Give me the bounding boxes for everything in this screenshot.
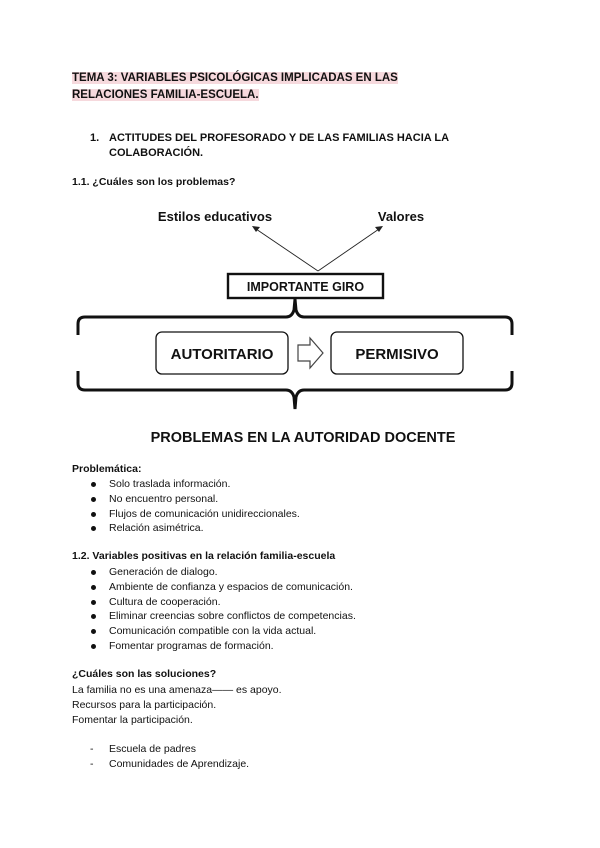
section-1-heading	[90, 131, 479, 161]
soluciones-line: La familia no es una amenaza—— es apoyo.	[72, 684, 282, 696]
list-item: Cultura de cooperación.	[90, 595, 356, 610]
soluciones-heading: ¿Cuáles son las soluciones?	[72, 668, 217, 680]
list-item: Flujos de comunicación unidireccionales.	[90, 507, 300, 522]
list-item: Ambiente de confianza y espacios de comunicación.	[90, 580, 356, 595]
list-item: Eliminar creencias sobre conflictos de competencias.	[90, 609, 356, 624]
list-item: - Comunidades de Aprendizaje.	[90, 757, 249, 772]
soluciones-line: Recursos para la participación.	[72, 699, 217, 711]
list-item: Relación asimétrica.	[90, 521, 300, 536]
subsection-1-2-heading: 1.2. Variables positivas en la relación familia-escuela	[72, 550, 336, 562]
transition-arrow-icon	[298, 338, 323, 368]
list-item: Fomentar programas de formación.	[90, 639, 356, 654]
soluciones-line: Fomentar la participación.	[72, 714, 193, 726]
problematica-list	[90, 477, 300, 536]
diagram-caption: PROBLEMAS EN LA AUTORIDAD DOCENTE	[150, 430, 456, 446]
list-item: No encuentro personal.	[90, 492, 300, 507]
autoritario-text: AUTORITARIO	[170, 346, 274, 363]
important-giro-text: IMPORTANTE GIRO	[246, 280, 365, 294]
permisivo-text: PERMISIVO	[355, 346, 439, 363]
list-item: Solo traslada información.	[90, 477, 300, 492]
subsection-1-1-heading: 1.1. ¿Cuáles son los problemas?	[72, 176, 236, 188]
section-1-number: 1.	[90, 132, 100, 144]
list-item: Comunicación compatible con la vida actual.	[90, 624, 356, 639]
problematica-heading: Problemática:	[72, 463, 142, 475]
bottom-brace	[78, 371, 512, 409]
label-estilos-educativos: Estilos educativos	[157, 209, 273, 224]
soluciones-dash-list	[90, 742, 249, 772]
authority-diagram	[60, 195, 540, 455]
top-brace	[78, 299, 512, 335]
arrow-right-line	[318, 229, 379, 271]
list-item: - Escuela de padres	[90, 742, 249, 757]
list-item: Generación de dialogo.	[90, 565, 356, 580]
label-valores: Valores	[377, 209, 425, 224]
arrow-left-line	[256, 229, 318, 271]
section-1-text: ACTITUDES DEL PROFESORADO Y DE LAS FAMILIAS HACIA LA COLABORACIÓN.	[109, 132, 449, 159]
variables-positivas-list	[90, 565, 356, 654]
document-title: TEMA 3: VARIABLES PSICOLÓGICAS IMPLICADAS EN LAS RELACIONES FAMILIA-ESCUELA.	[72, 72, 398, 101]
